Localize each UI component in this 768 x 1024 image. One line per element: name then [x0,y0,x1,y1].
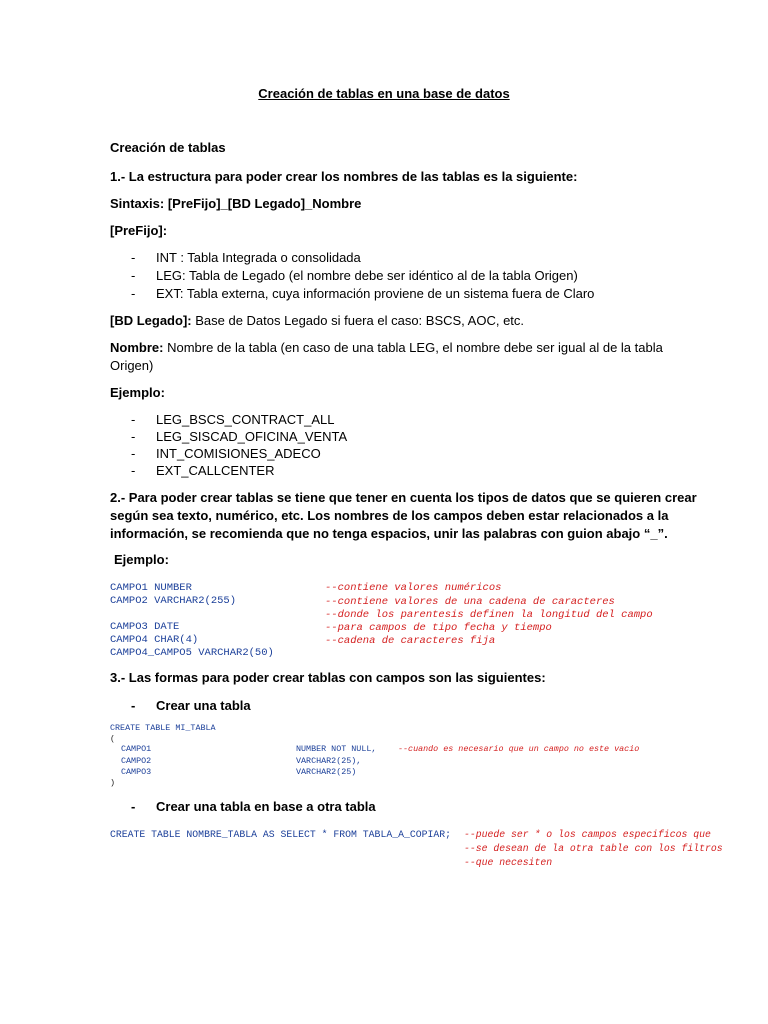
bullet-dash: - [131,412,136,427]
document-title: Creación de tablas en una base de datos [258,86,510,101]
bullet-dash: - [131,268,136,283]
bd-text: Base de Datos Legado si fuera el caso: BSCS, AOC, etc. [195,313,525,328]
code-column-name: CAMPO1 [121,744,152,754]
code-line: CREATE TABLE NOMBRE_TABLA AS SELECT * FROM TABLA_A_COPIAR; [110,829,451,840]
nombre-text: Nombre de la tabla (en caso de una tabla LEG, el nombre debe ser igual al de la tabla [167,340,663,355]
code-column-type: NUMBER NOT NULL, [296,744,377,754]
step2-line-1: 2.- Para poder crear tablas se tiene que tener en cuenta los tipos de datos que se quieren crear [110,490,697,505]
list-item: INT : Tabla Integrada o consolidada [156,250,361,265]
code-comment: --cadena de caracteres fija [325,635,496,647]
option1-label: Crear una tabla [156,698,251,713]
code-line: CAMPO4 CHAR(4) [110,634,199,646]
code-column-name: CAMPO3 [121,767,152,777]
syntax-label: Sintaxis: [110,196,165,211]
code-comment: --que necesiten [464,857,553,868]
list-item: LEG_BSCS_CONTRACT_ALL [156,412,335,427]
step3-text: 3.- Las formas para poder crear tablas con campos son las siguientes: [110,670,546,685]
code-comment: --contiene valores numéricos [325,582,502,594]
code-comment: --donde los parentesis definen la longitud del campo [325,609,653,621]
bullet-dash: - [131,799,136,814]
prefijo-label: [PreFijo]: [110,223,168,238]
code-comment: --se desean de la otra table con los filtros [464,843,723,854]
code-line: CREATE TABLE MI_TABLA [110,723,216,733]
code-line: CAMPO1 NUMBER [110,582,192,594]
list-item: EXT_CALLCENTER [156,463,275,478]
bd-label: [BD Legado]: [110,313,192,328]
option2-label: Crear una tabla en base a otra tabla [156,799,376,814]
bullet-dash: - [131,429,136,444]
code-column-type: VARCHAR2(25), [296,756,362,766]
bullet-dash: - [131,463,136,478]
syntax-value: [PreFijo]_[BD Legado]_Nombre [167,196,362,211]
list-item: INT_COMISIONES_ADECO [156,446,321,461]
code-line: CAMPO3 DATE [110,621,180,633]
code-line: ( [110,734,116,744]
code-line: CAMPO4_CAMPO5 VARCHAR2(50) [110,647,274,659]
code-column-name: CAMPO2 [121,756,152,766]
section-heading: Creación de tablas [110,140,226,155]
nombre-label: Nombre: [110,340,164,355]
code-comment: --puede ser * o los campos especificos que [464,829,711,840]
list-item: LEG_SISCAD_OFICINA_VENTA [156,429,348,444]
step1-text: 1.- La estructura para poder crear los nombres de las tablas es la siguiente: [110,169,578,184]
bullet-dash: - [131,446,136,461]
list-item: EXT: Tabla externa, cuya información proviene de un sistema fuera de Claro [156,286,595,301]
code-comment: --contiene valores de una cadena de caracteres [325,596,615,608]
ejemplo1-label: Ejemplo: [110,385,165,400]
step2-line-3: información, se recomienda que no tenga espacios, unir las palabras con guion abajo “_”. [110,526,668,541]
code-comment: --cuando es necesario que un campo no este vacio [398,744,640,754]
code-column-type: VARCHAR2(25) [296,767,357,777]
bullet-dash: - [131,286,136,301]
code-comment: --para campos de tipo fecha y tiempo [325,622,552,634]
step2-line-2: según sea texto, numérico, etc. Los nombres de los campos deben estar relacionados a la [110,508,669,523]
code-line: CAMPO2 VARCHAR2(255) [110,595,237,607]
bullet-dash: - [131,250,136,265]
nombre-text-continued: Origen) [110,358,154,373]
ejemplo2-label: Ejemplo: [114,552,169,567]
bullet-dash: - [131,698,136,713]
bd-legado-line [110,313,524,329]
syntax-line [110,196,361,212]
nombre-line [110,340,663,356]
list-item: LEG: Tabla de Legado (el nombre debe ser idéntico al de la tabla Origen) [156,268,578,283]
code-line: ) [110,778,116,788]
